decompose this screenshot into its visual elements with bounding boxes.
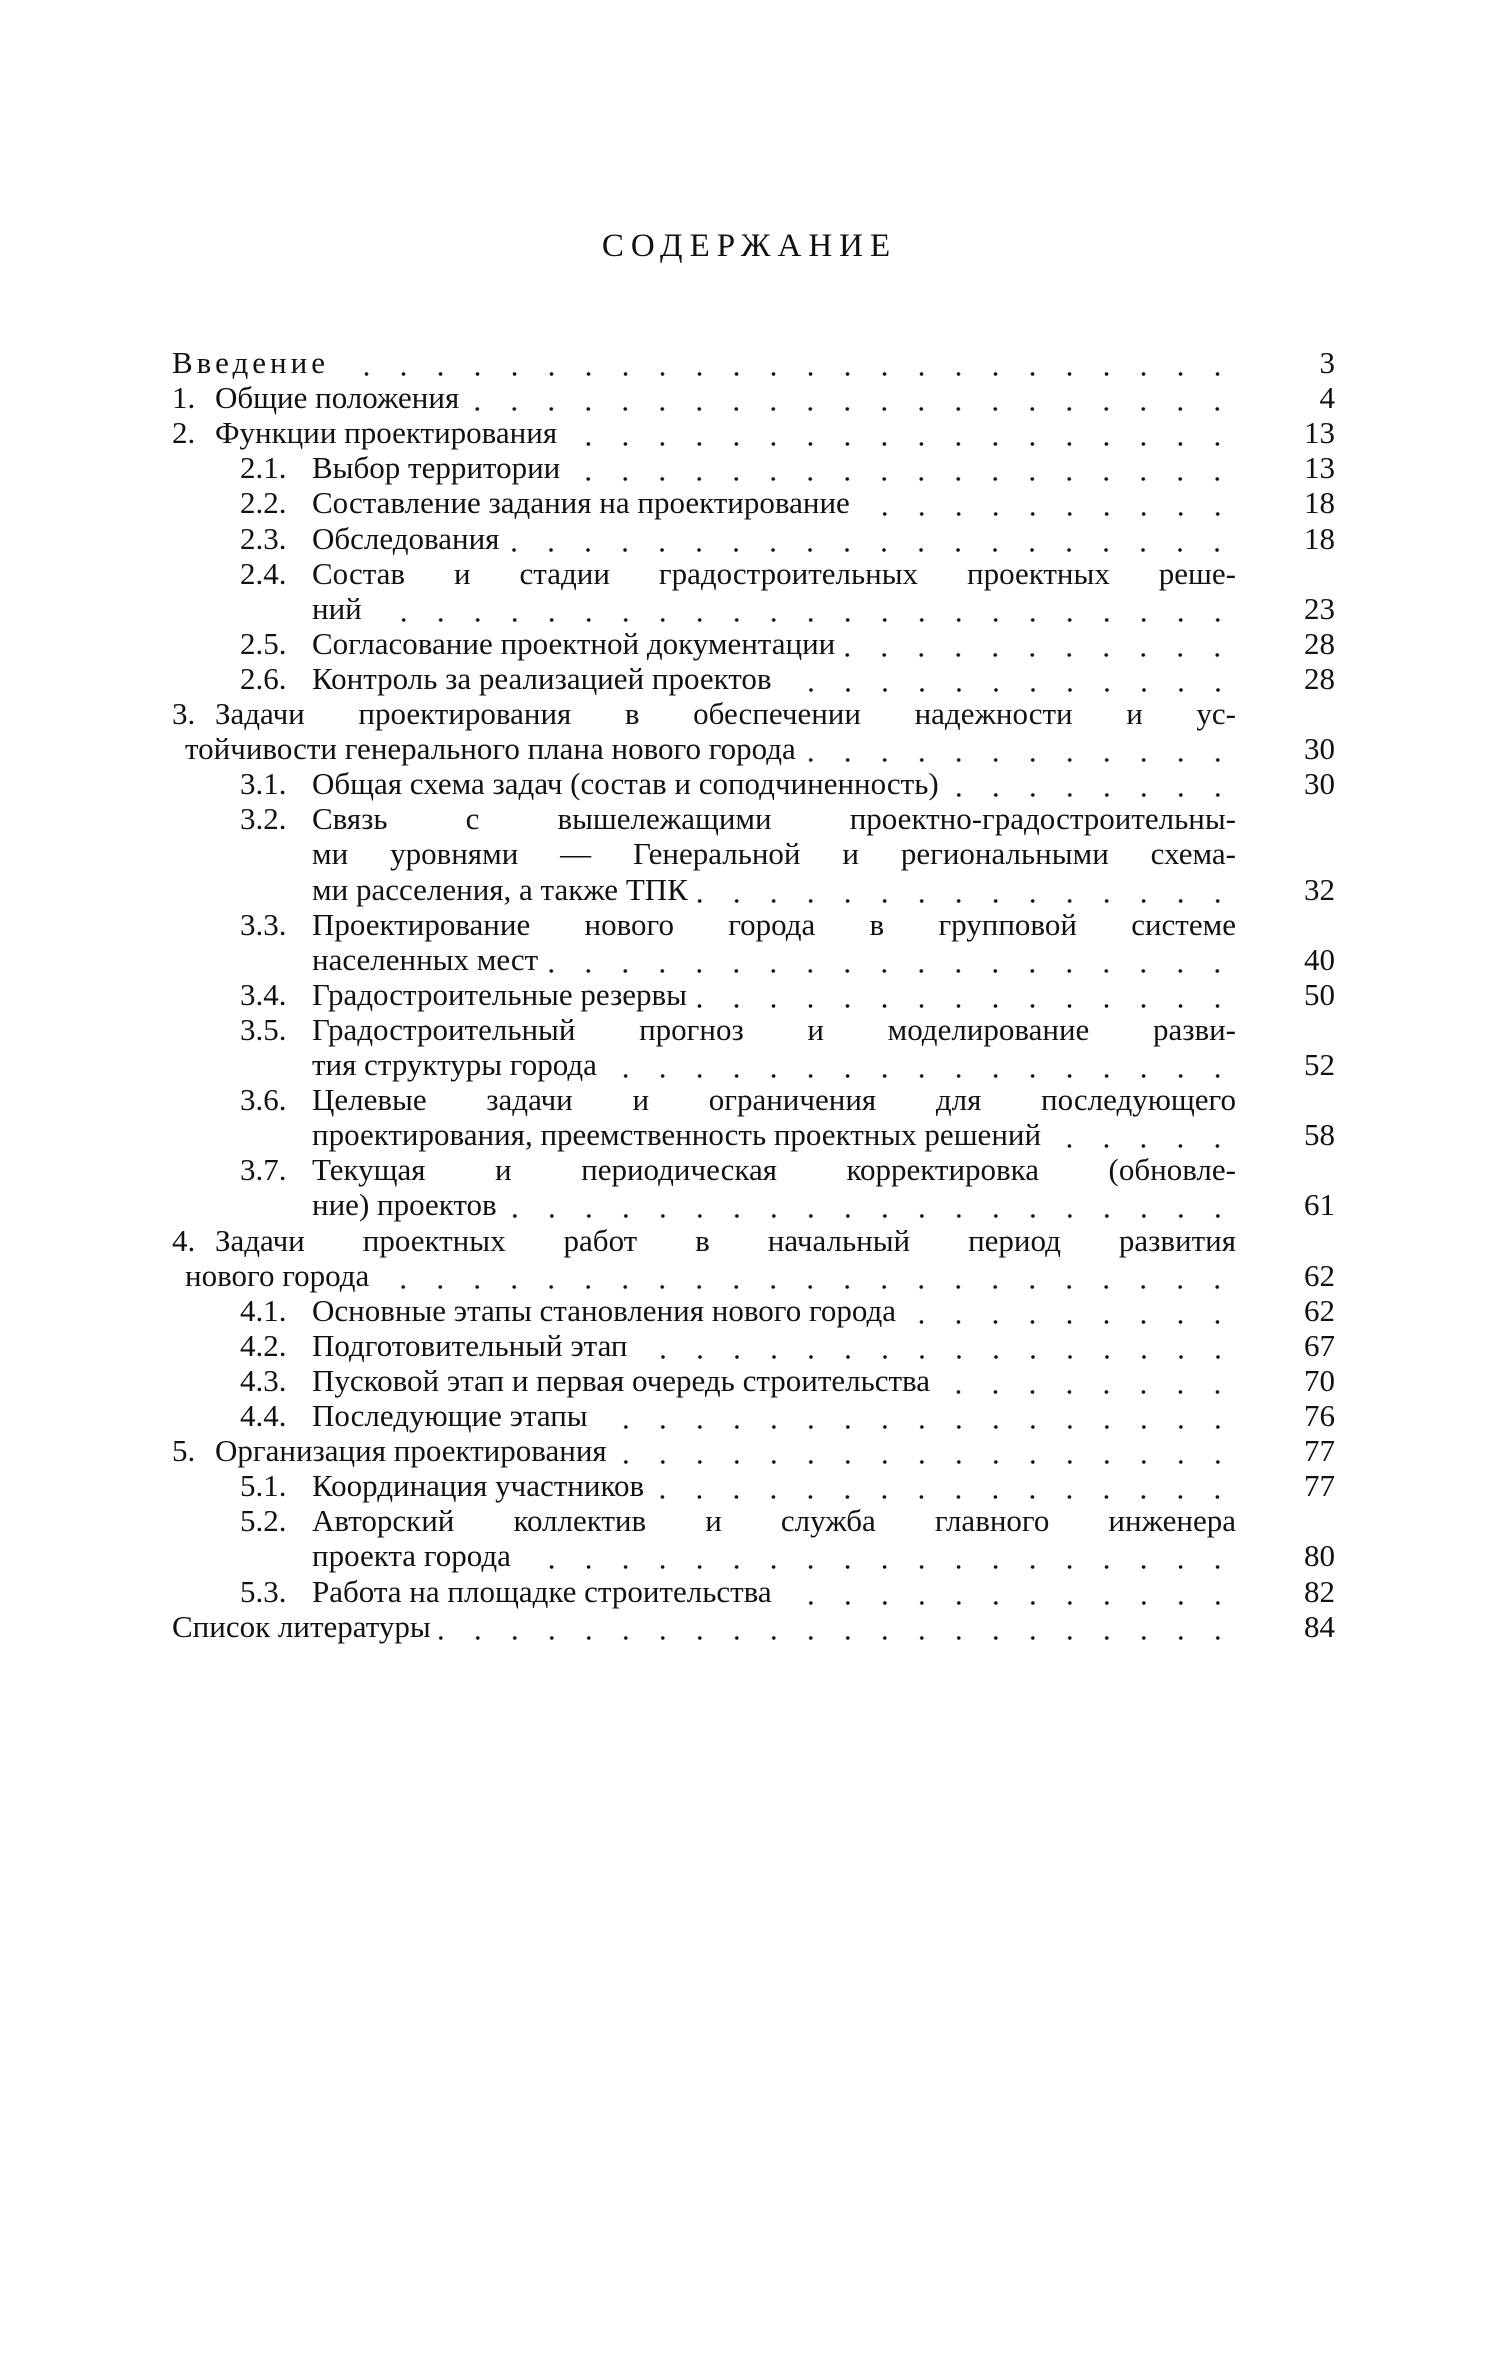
toc-entry-title: Составление задания на проектирование — [312, 485, 850, 521]
toc-page-number: 76 — [1304, 1398, 1335, 1433]
toc-page-number: 61 — [1304, 1187, 1335, 1223]
toc-page-number: 62 — [1304, 1292, 1335, 1328]
dot-leader — [858, 485, 1236, 520]
toc-page-number: 28 — [1304, 660, 1335, 696]
toc-entry-number: 5. — [172, 1433, 196, 1469]
toc-entry-number: 4.1. — [240, 1292, 287, 1328]
toc-entry-line — [0, 450, 1499, 485]
dot-leader — [519, 1538, 1236, 1573]
toc-entry-number: 3.1. — [240, 766, 287, 802]
toc-page-number: 18 — [1304, 485, 1335, 521]
toc-page-number: 32 — [1304, 871, 1335, 907]
toc-page-number: 50 — [1304, 976, 1335, 1012]
toc-entry-title: Организация проектирования — [215, 1433, 607, 1469]
toc-entry-title: Текущая и периодическая корректировка (обновле- — [312, 1152, 1236, 1188]
toc-entry-title: Введение — [172, 345, 329, 380]
toc-page-number: 18 — [1304, 520, 1335, 556]
dot-leader — [938, 1363, 1236, 1398]
toc-entry-number: 5.3. — [240, 1573, 287, 1609]
toc-entry-line — [0, 977, 1499, 1012]
toc-entry-line — [0, 696, 1499, 731]
page-title: СОДЕРЖАНИЕ — [601, 228, 898, 264]
toc-entry-title: ми расселения, а также ТПК — [312, 871, 688, 907]
toc-entry-title: Список литературы — [172, 1608, 431, 1644]
toc-page-number: 70 — [1304, 1362, 1335, 1398]
toc-entry-number: 2.3. — [240, 520, 287, 556]
toc-entry-number: 4.2. — [240, 1327, 287, 1363]
toc-entry-line — [0, 1152, 1499, 1187]
toc-page-number: 77 — [1304, 1468, 1335, 1504]
toc-entry-line — [0, 1398, 1499, 1433]
toc-entry-line — [0, 1012, 1499, 1047]
toc-page-number: 84 — [1304, 1608, 1335, 1644]
toc-page-number: 77 — [1304, 1433, 1335, 1469]
dot-leader — [605, 1047, 1236, 1082]
toc-entry-line — [0, 1223, 1499, 1258]
toc-entry-title: Контроль за реализацией проектов — [312, 660, 772, 696]
dot-leader — [695, 977, 1236, 1012]
toc-entry-line — [0, 1574, 1499, 1609]
dot-leader — [843, 626, 1236, 661]
toc-page-number: 30 — [1304, 731, 1335, 767]
toc-entry-title: тойчивости генерального плана нового города — [185, 731, 796, 767]
toc-entry-title: Согласование проектной документации — [312, 625, 836, 661]
dot-leader — [696, 872, 1236, 907]
toc-entry-line — [0, 801, 1499, 836]
toc-entry-line — [0, 1609, 1499, 1644]
dot-leader — [652, 1468, 1236, 1503]
toc-entry-number: 2.6. — [240, 660, 287, 696]
dot-leader — [904, 1293, 1236, 1328]
toc-entry-number: 3.4. — [240, 976, 287, 1012]
toc-entry-line — [0, 485, 1499, 520]
toc-page-number: 4 — [1319, 380, 1335, 416]
toc-entry-title: населенных мест — [312, 941, 539, 977]
dot-leader — [565, 415, 1236, 450]
toc-page-number: 52 — [1304, 1047, 1335, 1082]
toc-entry-title: Состав и стадии градостроительных проектных реше- — [312, 555, 1236, 591]
toc-entry-number: 4.3. — [240, 1362, 287, 1398]
toc-entry-title: ми уровнями — Генеральной и региональными схема- — [312, 836, 1236, 872]
toc-page-number: 30 — [1304, 766, 1335, 802]
toc-entry-title: проекта города — [312, 1538, 511, 1574]
dot-leader — [507, 521, 1236, 556]
dot-leader — [467, 380, 1236, 415]
toc-entry-number: 3.5. — [240, 1011, 287, 1047]
toc-entry-line — [0, 1047, 1499, 1082]
toc-entry-title: Пусковой этап и первая очередь строительства — [312, 1362, 931, 1398]
toc-entry-line — [0, 380, 1499, 415]
dot-leader — [439, 1609, 1236, 1644]
toc-entry-number: 4.4. — [240, 1398, 287, 1433]
toc-entry-line — [0, 1503, 1499, 1538]
toc-entry-title: Работа на площадке строительства — [312, 1573, 772, 1609]
toc-entry-title: Подготовительный этап — [312, 1327, 628, 1363]
toc-entry-line — [0, 766, 1499, 801]
toc-page-number: 62 — [1304, 1257, 1335, 1293]
dot-leader — [804, 731, 1236, 766]
dot-leader — [636, 1328, 1236, 1363]
toc-page-number: 13 — [1304, 450, 1335, 486]
dot-leader — [947, 766, 1236, 801]
toc-entry-line — [0, 1328, 1499, 1363]
toc-entry-line — [0, 521, 1499, 556]
toc-entry-number: 3.3. — [240, 906, 287, 942]
dot-leader — [615, 1433, 1236, 1468]
toc-entry-title: Общие положения — [215, 380, 460, 416]
toc-entry-number: 5.1. — [240, 1468, 287, 1504]
toc-entry-line — [0, 1187, 1499, 1222]
toc-entry-line — [0, 626, 1499, 661]
toc-entry-line — [0, 1293, 1499, 1328]
toc-entry-line — [0, 1468, 1499, 1503]
toc-entry-title: Градостроительный прогноз и моделирование разви- — [312, 1011, 1236, 1047]
toc-entry-line — [0, 1082, 1499, 1117]
toc-entry-title: Проектирование нового города в групповой системе — [312, 906, 1236, 942]
toc-entry-title: Общая схема задач (состав и соподчиненность) — [312, 766, 939, 802]
toc-page-number: 58 — [1304, 1117, 1335, 1153]
toc-entry-line — [0, 1117, 1499, 1152]
toc-entry-number: 3.6. — [240, 1082, 287, 1118]
toc-entry-title: Обследования — [312, 520, 500, 556]
toc-entry-line — [0, 836, 1499, 871]
toc-entry-title: проектирования, преемственность проектных решений — [312, 1117, 1042, 1153]
toc-entry-number: 3.7. — [240, 1152, 287, 1188]
toc-entry-line — [0, 1538, 1499, 1573]
toc-entry-title: Целевые задачи и ограничения для последующего — [312, 1082, 1236, 1118]
toc-entry-title: Задачи проектных работ в начальный период развития — [215, 1222, 1236, 1258]
toc-entry-line — [0, 731, 1499, 766]
dot-leader — [370, 591, 1236, 626]
toc-entry-number: 1. — [172, 380, 196, 416]
toc-entry-line — [0, 661, 1499, 696]
toc-entry-number: 2.2. — [240, 485, 287, 521]
toc-entry-title: нового города — [185, 1257, 370, 1293]
dot-leader — [596, 1398, 1236, 1433]
toc-entry-number: 2.5. — [240, 625, 287, 661]
dot-leader — [568, 450, 1236, 485]
toc-page-number: 82 — [1304, 1573, 1335, 1609]
toc-entry-line — [0, 415, 1499, 450]
toc-entry-number: 2.4. — [240, 555, 287, 591]
toc-entry-line — [0, 1433, 1499, 1468]
dot-leader — [780, 661, 1236, 696]
toc-entry-title: Координация участников — [312, 1468, 645, 1504]
toc-page-number: 80 — [1304, 1538, 1335, 1574]
toc-entry-title: Градостроительные резервы — [312, 976, 687, 1012]
toc-entry-title: Задачи проектирования в обеспечении надежности и ус- — [215, 696, 1236, 731]
toc-entry-line — [0, 591, 1499, 626]
toc-entry-number: 5.2. — [240, 1503, 287, 1539]
toc-entry-number: 3.2. — [240, 801, 287, 837]
toc-page-number: 67 — [1304, 1327, 1335, 1363]
toc-page-number: 3 — [1319, 345, 1335, 380]
toc-page-number: 23 — [1304, 590, 1335, 626]
toc-page-number: 13 — [1304, 415, 1335, 451]
toc-entry-title: Основные этапы становления нового города — [312, 1292, 897, 1328]
dot-leader — [780, 1574, 1236, 1609]
toc-entry-title: Последующие этапы — [312, 1398, 588, 1433]
dot-leader — [337, 345, 1236, 380]
toc-entry-line — [0, 942, 1499, 977]
dot-leader — [546, 942, 1236, 977]
toc-entry-title: Авторский коллектив и служба главного инженера — [312, 1503, 1236, 1539]
toc-entry-number: 4. — [172, 1222, 196, 1258]
dot-leader — [377, 1258, 1236, 1293]
toc-entry-number: 3. — [172, 696, 196, 731]
toc-entry-title: ний — [312, 590, 362, 626]
toc-entry-line — [0, 872, 1499, 907]
toc-entry-number: 2.1. — [240, 450, 287, 486]
toc-entry-title: Функции проектирования — [215, 415, 558, 451]
toc-page-number: 40 — [1304, 941, 1335, 977]
toc-entry-title: Выбор территории — [312, 450, 561, 486]
toc-entry-title: Связь с вышележащими проектно-градостроительны- — [312, 801, 1236, 837]
toc-entry-line — [0, 1258, 1499, 1293]
toc-page-number: 28 — [1304, 625, 1335, 661]
toc-entry-line — [0, 907, 1499, 942]
toc-entry-number: 2. — [172, 415, 196, 451]
toc-entry-line — [0, 345, 1499, 380]
toc-entry-title: ние) проектов — [312, 1187, 497, 1223]
dot-leader — [505, 1187, 1236, 1222]
toc-entry-line — [0, 1363, 1499, 1398]
dot-leader — [1049, 1117, 1236, 1152]
toc-entry-line — [0, 556, 1499, 591]
toc-entry-title: тия структуры города — [312, 1047, 597, 1082]
